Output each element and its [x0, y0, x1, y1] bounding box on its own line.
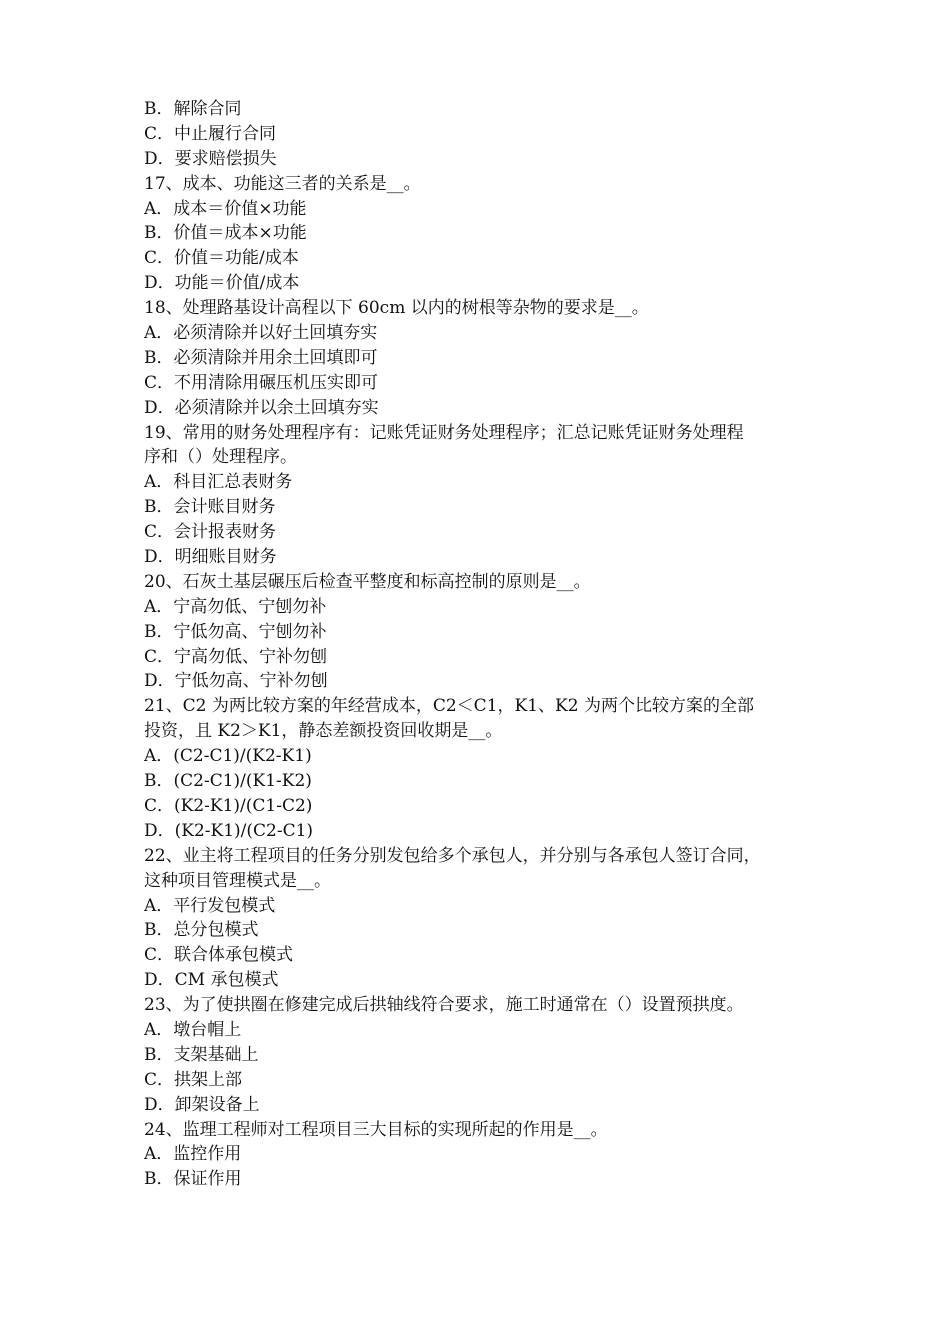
- option-22-c: C．联合体承包模式: [144, 945, 294, 966]
- option-21-b: B．(C2-C1)/(K1-K2): [144, 771, 312, 792]
- option-22-a: A．平行发包模式: [144, 895, 276, 916]
- option-23-d: D．卸架设备上: [144, 1094, 260, 1115]
- option-23-c: C．拱架上部: [144, 1069, 243, 1090]
- option-22-b: B．总分包模式: [144, 920, 259, 941]
- option-18-d: D．必须清除并以余土回填夯实: [144, 397, 379, 418]
- question-23: 23、为了使拱圈在修建完成后拱轴线符合要求，施工时通常在（）设置预拱度。: [144, 995, 744, 1016]
- option-21-c: C．(K2-K1)/(C1-C2): [144, 795, 313, 816]
- option-18-b: B．必须清除并用余土回填即可: [144, 347, 378, 368]
- question-21-line-1: 21、C2 为两比较方案的年经营成本，C2＜C1，K1、K2 为两个比较方案的全部: [144, 696, 754, 717]
- question-19-line-1: 19、常用的财务处理程序有：记账凭证财务处理程序；汇总记账凭证财务处理程: [144, 422, 744, 443]
- option-19-b: B．会计账目财务: [144, 497, 276, 518]
- question-21-line-2: 投资，且 K2＞K1，静态差额投资回收期是__。: [144, 721, 503, 742]
- option-17-a: A．成本＝价值×功能: [144, 198, 307, 219]
- option-18-c: C．不用清除用碾压机压实即可: [144, 372, 379, 393]
- option-23-a: A．墩台帽上: [144, 1019, 242, 1040]
- option-17-b: B．价值＝成本×功能: [144, 223, 307, 244]
- option-19-c: C．会计报表财务: [144, 522, 277, 543]
- option-20-d: D．宁低勿高、宁补勿刨: [144, 671, 328, 692]
- option-19-a: A．科目汇总表财务: [144, 472, 293, 493]
- question-17: 17、成本、功能这三者的关系是__。: [144, 173, 421, 194]
- option-21-d: D．(K2-K1)/(C2-C1): [144, 820, 314, 841]
- option-20-a: A．宁高勿低、宁刨勿补: [144, 596, 327, 617]
- option-19-d: D．明细账目财务: [144, 547, 277, 568]
- question-22-line-2: 这种项目管理模式是__。: [144, 870, 331, 891]
- question-24: 24、监理工程师对工程项目三大目标的实现所起的作用是__。: [144, 1119, 608, 1140]
- option-18-a: A．必须清除并以好土回填夯实: [144, 323, 378, 344]
- option-24-a: A．监控作用: [144, 1144, 242, 1165]
- document-page: [144, 97, 812, 1192]
- option-20-b: B．宁低勿高、宁刨勿补: [144, 621, 327, 642]
- option-20-c: C．宁高勿低、宁补勿刨: [144, 646, 328, 667]
- option-23-b: B．支架基础上: [144, 1044, 259, 1065]
- option-17-d: D．功能＝价值/成本: [144, 273, 300, 294]
- option-22-d: D．CM 承包模式: [144, 970, 279, 991]
- option-21-a: A．(C2-C1)/(K2-K1): [144, 746, 312, 767]
- option-17-c: C．价值＝功能/成本: [144, 248, 299, 269]
- question-22-line-1: 22、业主将工程项目的任务分别发包给多个承包人，并分别与各承包人签订合同，: [144, 845, 761, 866]
- option-16-b: B．解除合同: [144, 99, 242, 119]
- option-16-d: D．要求赔偿损失: [144, 148, 277, 169]
- question-18: 18、处理路基设计高程以下 60cm 以内的树根等杂物的要求是__。: [144, 298, 649, 319]
- option-24-b: B．保证作用: [144, 1169, 242, 1190]
- question-20: 20、石灰土基层碾压后检查平整度和标高控制的原则是__。: [144, 571, 591, 592]
- question-19-line-2: 序和（）处理程序。: [144, 447, 297, 468]
- option-16-c: C．中止履行合同: [144, 123, 277, 144]
